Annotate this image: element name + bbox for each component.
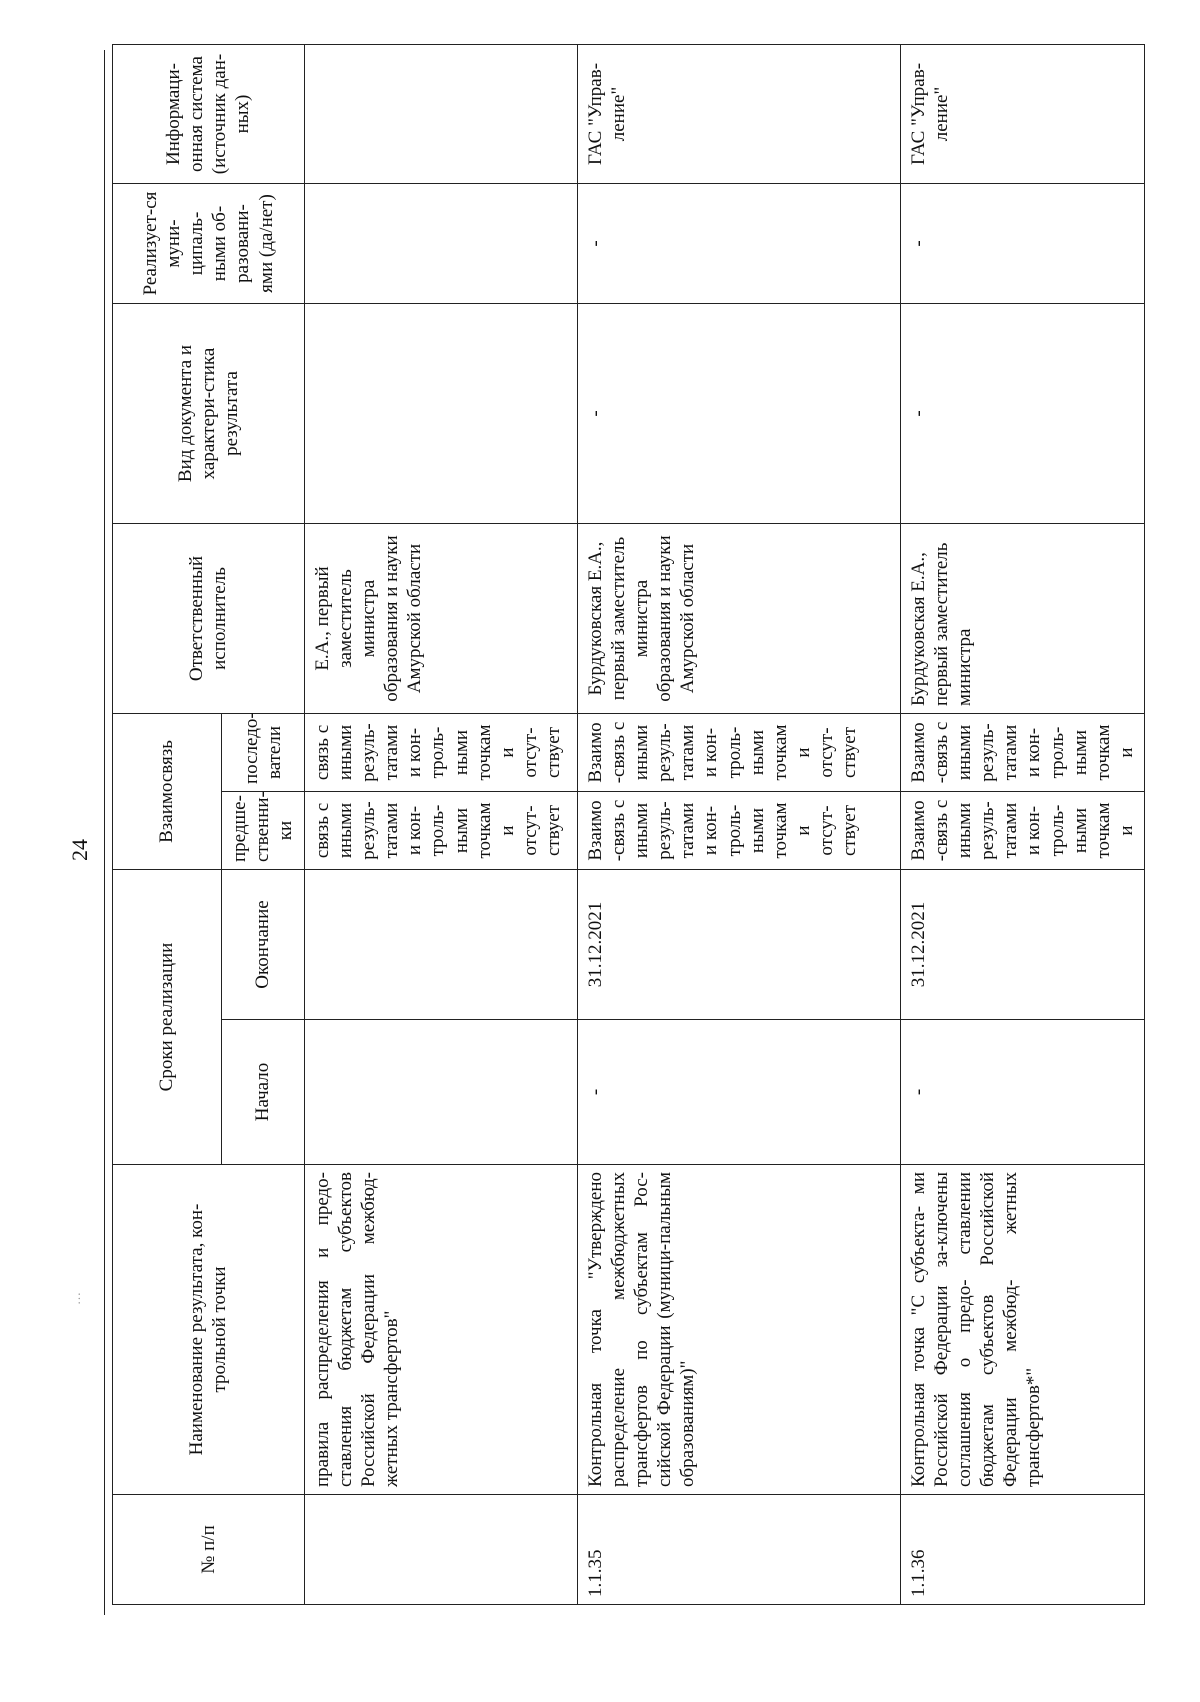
header-link: Взаимосвязь [113,714,222,870]
table-row [304,45,577,1605]
top-rule-line [104,50,105,1615]
cell-start: - [900,1020,1145,1165]
scan-artifact-mark: … [68,1292,83,1305]
cell-start [304,1020,577,1165]
header-predecessors: предше-ственни-ки [222,792,305,870]
cell-municipal: - [900,184,1145,304]
cell-info-system: ГАС "Управ-ление" [900,45,1145,184]
cell-responsible: Бурдуковская Е.А., первый заместитель министра образования и науки Амурской области [577,524,900,714]
header-start: Начало [222,1020,305,1165]
cell-name: правила распределения и предо-ставления бюджетам субъектов Российской Федерации межбюд-жетных трансфертов" [304,1165,577,1495]
header-responsible: Ответственный исполнитель [113,524,305,714]
cell-name: Контрольная точка "С субъекта- ми Российской Федерации за-ключены соглашения о предо- ставлении бюджетам субъектов Российской Федерации межбюд- жетных трансфертов*" [900,1165,1145,1495]
cell-num [304,1495,577,1605]
cell-responsible: Бурдуковская Е.А., первый заместитель министра [900,524,1145,714]
header-num: № п/п [113,1495,305,1605]
page-number: 24 [67,839,92,861]
header-period: Сроки реализации [113,870,222,1165]
cell-successors: связь с иными резуль-татами и кон-троль-ными точками отсут-ствует [304,714,577,792]
cell-successors: Взаимо-связь с иными резуль-татами и кон-троль-ными точками отсут-ствует [577,714,900,792]
cell-document-type: - [900,304,1145,524]
header-row-1 [113,45,222,1605]
header-end: Окончание [222,870,305,1020]
header-successors: последо-ватели [222,714,305,792]
cell-end [304,870,577,1020]
cell-successors: Взаимо-связь с иными резуль-татами и кон-троль-ными точками [900,714,1145,792]
rotated-document-page [20,10,1180,1690]
table-row [900,45,1145,1605]
cell-num: 1.1.35 [577,1495,900,1605]
cell-name: Контрольная точка "Утверждено распределение межбюджетных трансфертов по субъектам Рос-сийской Федерации (муници-пальным образованиям)" [577,1165,900,1495]
implementation-plan-table [112,44,1145,1605]
cell-predecessors: Взаимо-связь с иными резуль-татами и кон-троль-ными точками отсут-ствует [577,792,900,870]
cell-num: 1.1.36 [900,1495,1145,1605]
cell-start: - [577,1020,900,1165]
table-row [577,45,900,1605]
header-document-type: Вид документа и характери-стика результата [113,304,305,524]
cell-end: 31.12.2021 [577,870,900,1020]
cell-predecessors: Взаимо-связь с иными резуль-татами и кон-троль-ными точками [900,792,1145,870]
cell-end: 31.12.2021 [900,870,1145,1020]
header-municipal: Реализует-ся муни-ципаль-ными об-разовани-ями (да/нет) [113,184,305,304]
cell-info-system: ГАС "Управ-ление" [577,45,900,184]
cell-document-type: - [577,304,900,524]
cell-document-type [304,304,577,524]
header-info-system: Информаци-онная система (источник дан-ных) [113,45,305,184]
header-name: Наименование результата, кон-трольной точки [113,1165,305,1495]
cell-predecessors: связь с иными резуль-татами и кон-троль-ными точками отсут-ствует [304,792,577,870]
cell-municipal [304,184,577,304]
cell-responsible: Е.А., первый заместитель министра образования и науки Амурской области [304,524,577,714]
cell-info-system [304,45,577,184]
cell-municipal: - [577,184,900,304]
